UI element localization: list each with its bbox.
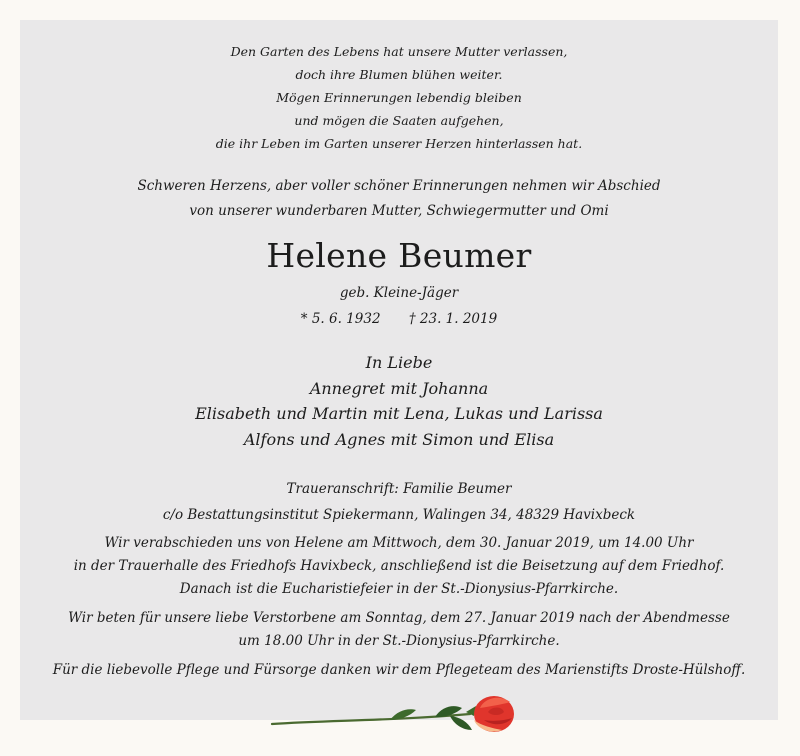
intro-line: Schweren Herzens, aber voller schöner Erinnerungen nehmen wir Abschied — [137, 178, 661, 194]
service-line: in der Trauerhalle des Friedhofs Havixbeck, anschließend ist die Beisetzung auf dem Friedhof. — [73, 558, 725, 574]
deceased-name: Helene Beumer — [266, 236, 532, 275]
poem-line: doch ihre Blumen blühen weiter. — [295, 67, 503, 82]
family-line: Annegret mit Johanna — [309, 378, 489, 398]
intro-line: von unserer wunderbaren Mutter, Schwiegermutter und Omi — [189, 203, 609, 219]
mass-line: um 18.00 Uhr in der St.-Dionysius-Pfarrkirche. — [238, 633, 560, 649]
death-date: † 23. 1. 2019 — [408, 311, 498, 327]
address-line: c/o Bestattungsinstitut Spiekermann, Walingen 34, 48329 Havixbeck — [162, 507, 636, 523]
poem-line: und mögen die Saaten aufgehen, — [294, 113, 504, 128]
thanks-line: Für die liebevolle Pflege und Fürsorge danken wir dem Pflegeteam des Marienstifts Droste-Hülshoff. — [52, 662, 746, 678]
birth-date: * 5. 6. 1932 — [300, 311, 381, 327]
poem-line: Mögen Erinnerungen lebendig bleiben — [276, 90, 522, 105]
service-line: Danach ist die Eucharistiefeier in der St.-Dionysius-Pfarrkirche. — [179, 581, 619, 597]
service-details — [20, 532, 778, 682]
obituary-card — [20, 20, 778, 720]
family-line: In Liebe — [365, 353, 433, 372]
family-line: Alfons und Agnes mit Simon und Elisa — [243, 429, 555, 449]
mass-line: Wir beten für unsere liebe Verstorbene am Sonntag, dem 27. Januar 2019 nach der Abendmesse — [68, 610, 730, 626]
intro-text — [20, 174, 778, 224]
poem — [20, 40, 778, 155]
service-line: Wir verabschieden uns von Helene am Mittwoch, dem 30. Januar 2019, um 14.00 Uhr — [104, 535, 694, 551]
family-line: Elisabeth und Martin mit Lena, Lukas und Larissa — [195, 404, 603, 423]
address-line: Traueranschrift: Familie Beumer — [286, 481, 512, 497]
family-signature — [20, 350, 778, 452]
mourning-address — [20, 476, 778, 528]
life-dates — [20, 308, 778, 330]
rose-icon — [270, 690, 530, 754]
poem-line: die ihr Leben im Garten unserer Herzen hinterlassen hat. — [215, 136, 583, 151]
poem-line: Den Garten des Lebens hat unsere Mutter verlassen, — [230, 44, 568, 59]
birth-name: geb. Kleine-Jäger — [339, 285, 459, 301]
